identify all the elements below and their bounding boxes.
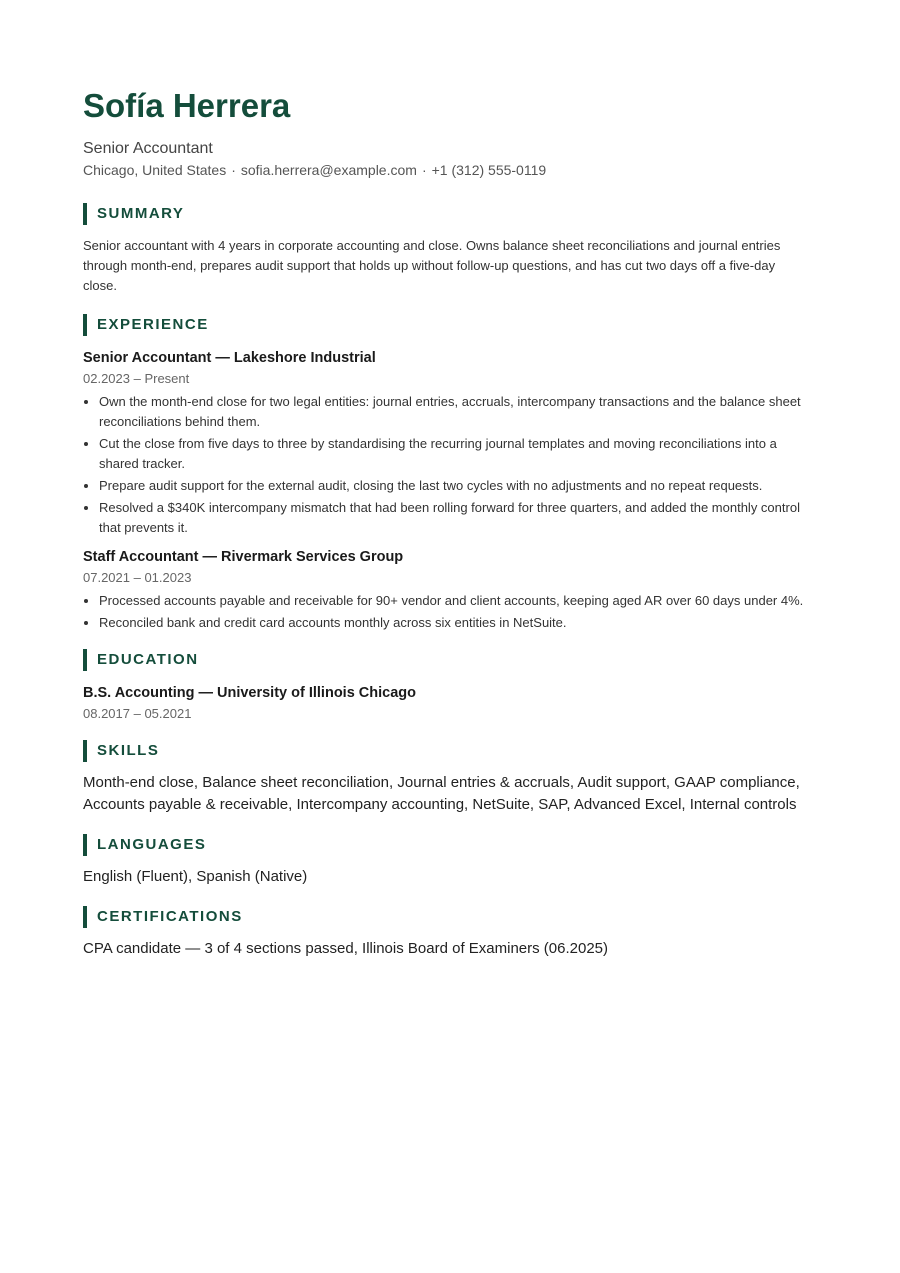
list-item: • Own the month-end close for two legal entities: journal entries, accruals, intercompany transactions and the balance sheet reconciliations behind them. [99,392,810,432]
education-heading: EDUCATION [83,649,810,671]
certifications-text: CPA candidate — 3 of 4 sections passed, Illinois Board of Examiners (06.2025) [83,940,609,957]
email: sofia.herrera@example.com [240,162,417,178]
list-item: • Resolved a $340K intercompany mismatch that had been rolling forward for three quarters, and added the monthly control that prevents it. [99,498,810,538]
job-bullets [83,591,810,633]
languages-text: English (Fluent), Spanish (Native) [83,868,308,885]
skills-heading: SKILLS [83,740,810,762]
job-dates: 02.2023 – Present [83,371,190,386]
phone: +1 (312) 555-0119 [431,162,547,178]
summary-heading: SUMMARY [83,203,810,225]
skills-text: Month-end close, Balance sheet reconciliation, Journal entries & accruals, Audit support, GAAP compliance, Accounts payable & receivable, Intercompany accounting, NetSuite, SAP, Advanced Excel, Internal controls [83,774,800,813]
job-entry [83,348,810,538]
job-title: Staff Accountant — Rivermark Services Group [83,549,404,565]
location: Chicago, United States [83,162,227,178]
certifications-heading: CERTIFICATIONS [83,906,810,928]
list-item: • Reconciled bank and credit card accounts monthly across six entities in NetSuite. [99,613,810,633]
job-title-headline: Senior Accountant [83,140,213,157]
list-item: • Processed accounts payable and receivable for 90+ vendor and client accounts, keeping aged AR over 60 days under 4%. [99,591,810,611]
list-item: • Prepare audit support for the external audit, closing the last two cycles with no adjustments and no repeat requests. [99,476,810,496]
job-entry [83,547,810,633]
summary-text: Senior accountant with 4 years in corporate accounting and close. Owns balance sheet reconciliations and journal entries through month-end, prepares audit support that holds up without follow-up questions, and has cut two days off a five-day close. [83,238,781,293]
separator: · [231,162,236,178]
list-item: • Cut the close from five days to three by standardising the recurring journal templates and moving reconciliations into a shared tracker. [99,434,810,474]
separator: · [421,162,427,178]
contact-line [83,161,810,179]
job-dates: 07.2021 – 01.2023 [83,570,192,585]
education-entry [83,683,810,723]
degree: B.S. Accounting — University of Illinois Chicago [83,685,416,701]
candidate-name: Sofía Herrera [83,87,291,124]
job-title: Senior Accountant — Lakeshore Industrial [83,350,376,366]
education-dates: 08.2017 – 05.2021 [83,706,192,721]
job-bullets [83,392,810,538]
experience-heading: EXPERIENCE [83,314,810,336]
languages-heading: LANGUAGES [83,834,810,856]
